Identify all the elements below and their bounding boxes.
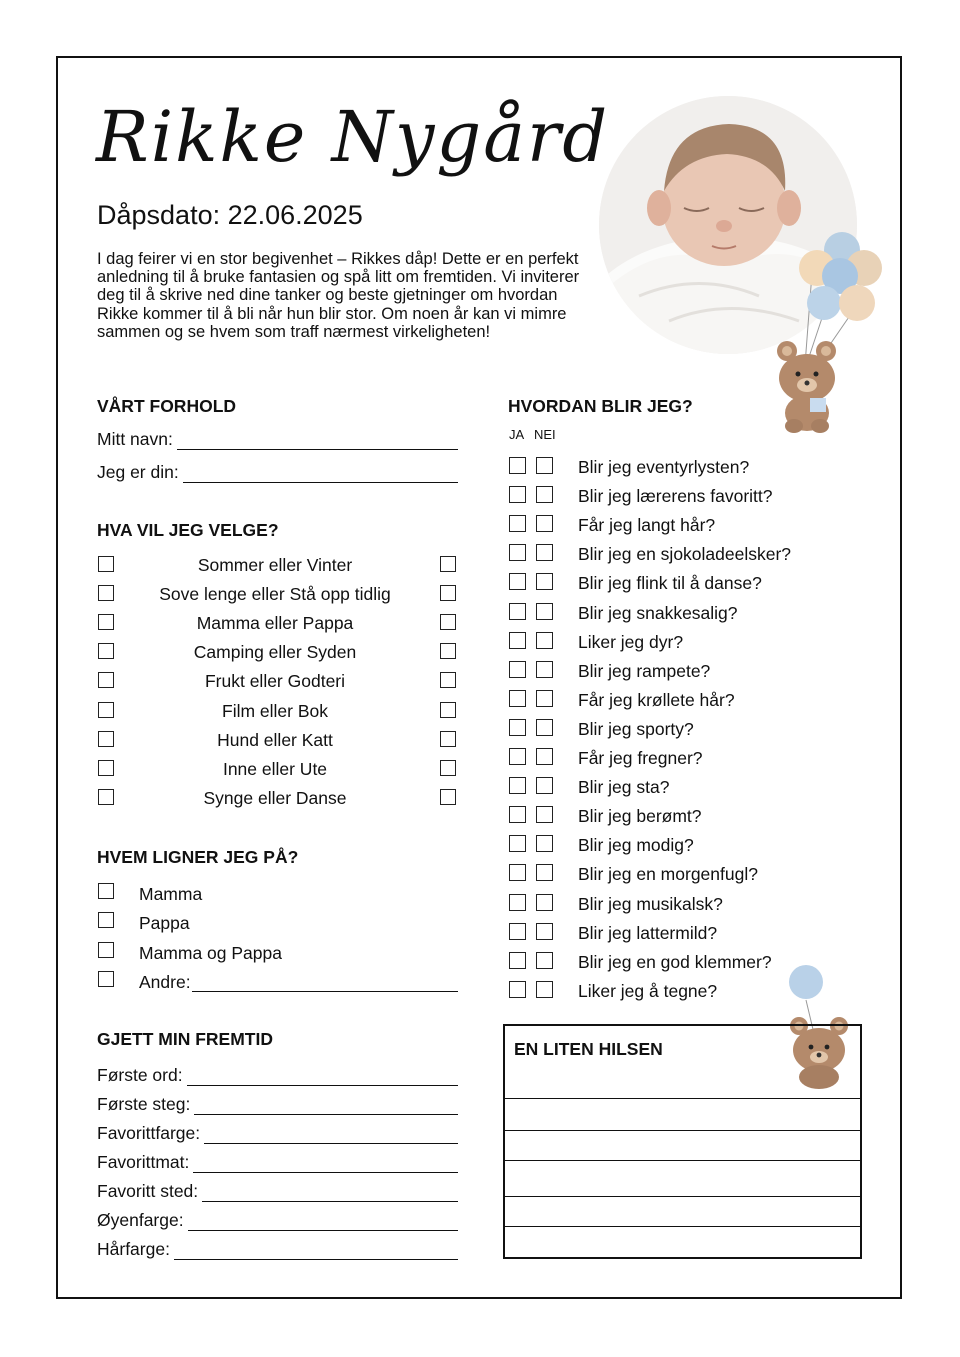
- future-guess-field[interactable]: [97, 1091, 458, 1115]
- choice-left-checkbox[interactable]: [98, 760, 114, 776]
- section-heading-ligner: HVEM LIGNER JEG PÅ?: [97, 847, 299, 867]
- field-label: Første ord:: [97, 1065, 183, 1085]
- resemblance-option-label: Andre:: [139, 972, 191, 992]
- question-label: Blir jeg en god klemmer?: [578, 952, 772, 972]
- nei-checkbox[interactable]: [536, 690, 553, 707]
- ja-checkbox[interactable]: [509, 748, 526, 765]
- future-guess-field[interactable]: [97, 1120, 458, 1144]
- field-jeg-er-din[interactable]: [97, 459, 458, 483]
- nei-checkbox[interactable]: [536, 515, 553, 532]
- ja-checkbox[interactable]: [509, 806, 526, 823]
- choice-label: Mamma eller Pappa: [196, 613, 354, 633]
- section-heading-velge: HVA VIL JEG VELGE?: [97, 520, 279, 540]
- choice-label: Inne eller Ute: [222, 759, 328, 779]
- nei-checkbox[interactable]: [536, 981, 553, 998]
- future-guess-field[interactable]: [97, 1207, 458, 1231]
- future-guess-field[interactable]: [97, 1062, 458, 1086]
- ja-checkbox[interactable]: [509, 835, 526, 852]
- question-label: Får jeg fregner?: [578, 748, 703, 768]
- future-guess-field[interactable]: [97, 1149, 458, 1173]
- nei-checkbox[interactable]: [536, 632, 553, 649]
- intro-paragraph: I dag feirer vi en stor begivenhet – Rikkes dåp! Dette er en perfekt anledning til å bruke fantasien og spå litt om fremtiden. Vi inviterer deg til å skrive ned dine tanker og beste gjetninger om hvordan Rikke kommer til å bli når hun blir stor. Om noen år kan vi mimre sammen og se hvem som traff nærmest virkeligheten!: [97, 250, 580, 341]
- ja-checkbox[interactable]: [509, 894, 526, 911]
- nei-checkbox[interactable]: [536, 923, 553, 940]
- field-label: Første steg:: [97, 1094, 191, 1114]
- resemblance-checkbox[interactable]: [98, 912, 114, 928]
- question-label: Får jeg krøllete hår?: [578, 690, 735, 710]
- ja-checkbox[interactable]: [509, 632, 526, 649]
- ja-checkbox[interactable]: [509, 864, 526, 881]
- choice-right-checkbox[interactable]: [440, 585, 456, 601]
- field-label: Favorittmat:: [97, 1152, 190, 1172]
- nei-checkbox[interactable]: [536, 719, 553, 736]
- nei-checkbox[interactable]: [536, 544, 553, 561]
- nei-checkbox[interactable]: [536, 486, 553, 503]
- resemblance-checkbox[interactable]: [98, 942, 114, 958]
- write-line[interactable]: [187, 1067, 458, 1086]
- write-line[interactable]: [193, 1154, 458, 1173]
- ja-checkbox[interactable]: [509, 690, 526, 707]
- choice-left-checkbox[interactable]: [98, 556, 114, 572]
- nei-checkbox[interactable]: [536, 661, 553, 678]
- nei-checkbox[interactable]: [536, 835, 553, 852]
- ja-checkbox[interactable]: [509, 981, 526, 998]
- nei-checkbox[interactable]: [536, 573, 553, 590]
- write-line[interactable]: [202, 1183, 458, 1202]
- nei-column-label: NEI: [534, 427, 556, 442]
- greeting-line[interactable]: [505, 1160, 860, 1161]
- ja-checkbox[interactable]: [509, 719, 526, 736]
- question-label: Blir jeg flink til å danse?: [578, 573, 762, 593]
- question-label: Liker jeg dyr?: [578, 632, 684, 652]
- choice-right-checkbox[interactable]: [440, 672, 456, 688]
- future-guess-field[interactable]: [97, 1236, 458, 1260]
- write-line[interactable]: [188, 1212, 458, 1231]
- section-heading-blir: HVORDAN BLIR JEG?: [508, 396, 693, 416]
- choice-right-checkbox[interactable]: [440, 760, 456, 776]
- write-line[interactable]: [183, 464, 458, 483]
- resemblance-option-label: Mamma: [139, 884, 203, 904]
- choice-right-checkbox[interactable]: [440, 614, 456, 630]
- choice-label: Sommer eller Vinter: [197, 555, 353, 575]
- teddy-bear-balloons-illustration: [752, 228, 892, 438]
- ja-checkbox[interactable]: [509, 457, 526, 474]
- field-label: Øyenfarge:: [97, 1210, 184, 1230]
- choice-right-checkbox[interactable]: [440, 789, 456, 805]
- question-label: Blir jeg berømt?: [578, 806, 702, 826]
- baptism-date: Dåpsdato: 22.06.2025: [97, 200, 363, 230]
- question-label: Blir jeg modig?: [578, 835, 694, 855]
- ja-checkbox[interactable]: [509, 603, 526, 620]
- field-label: Favorittfarge:: [97, 1123, 201, 1143]
- greeting-line[interactable]: [505, 1196, 860, 1197]
- question-label: Blir jeg sta?: [578, 777, 670, 797]
- ja-checkbox[interactable]: [509, 923, 526, 940]
- question-label: Blir jeg en sjokoladeelsker?: [578, 544, 792, 564]
- write-line[interactable]: [194, 1096, 458, 1115]
- ja-checkbox[interactable]: [509, 544, 526, 561]
- field-label: Mitt navn:: [97, 429, 173, 449]
- choice-left-checkbox[interactable]: [98, 585, 114, 601]
- resemblance-option-label: Pappa: [139, 913, 190, 933]
- choice-right-checkbox[interactable]: [440, 643, 456, 659]
- resemblance-checkbox[interactable]: [98, 971, 114, 987]
- choice-label: Hund eller Katt: [217, 730, 333, 750]
- choice-right-checkbox[interactable]: [440, 702, 456, 718]
- resemblance-option-label: Mamma og Pappa: [139, 943, 282, 963]
- question-label: Blir jeg musikalsk?: [578, 894, 723, 914]
- question-label: Blir jeg eventyrlysten?: [578, 457, 750, 477]
- choice-left-checkbox[interactable]: [98, 614, 114, 630]
- ja-checkbox[interactable]: [509, 952, 526, 969]
- choice-left-checkbox[interactable]: [98, 731, 114, 747]
- nei-checkbox[interactable]: [536, 748, 553, 765]
- greeting-line[interactable]: [505, 1098, 860, 1099]
- section-heading-forhold: VÅRT FORHOLD: [97, 396, 237, 416]
- choice-left-checkbox[interactable]: [98, 672, 114, 688]
- greeting-line[interactable]: [505, 1130, 860, 1131]
- question-label: Liker jeg å tegne?: [578, 981, 718, 1001]
- choice-label: Sove lenge eller Stå opp tidlig: [159, 584, 391, 604]
- nei-checkbox[interactable]: [536, 603, 553, 620]
- field-mitt-navn[interactable]: [97, 426, 458, 450]
- ja-column-label: JA: [509, 427, 525, 442]
- choice-label: Camping eller Syden: [193, 642, 357, 662]
- nei-checkbox[interactable]: [536, 806, 553, 823]
- resemblance-checkbox[interactable]: [98, 883, 114, 899]
- write-line[interactable]: [177, 431, 458, 450]
- nei-checkbox[interactable]: [536, 777, 553, 794]
- nei-checkbox[interactable]: [536, 894, 553, 911]
- ja-checkbox[interactable]: [509, 777, 526, 794]
- field-label: Hårfarge:: [97, 1239, 170, 1259]
- nei-checkbox[interactable]: [536, 864, 553, 881]
- greeting-line[interactable]: [505, 1226, 860, 1227]
- write-line[interactable]: [192, 991, 458, 992]
- ja-checkbox[interactable]: [509, 486, 526, 503]
- ja-checkbox[interactable]: [509, 573, 526, 590]
- question-label: Blir jeg rampete?: [578, 661, 711, 681]
- ja-checkbox[interactable]: [509, 515, 526, 532]
- question-label: Blir jeg sporty?: [578, 719, 694, 739]
- choice-left-checkbox[interactable]: [98, 702, 114, 718]
- future-guess-field[interactable]: [97, 1178, 458, 1202]
- choice-right-checkbox[interactable]: [440, 731, 456, 747]
- choice-right-checkbox[interactable]: [440, 556, 456, 572]
- write-line[interactable]: [204, 1125, 458, 1144]
- choice-left-checkbox[interactable]: [98, 643, 114, 659]
- ja-checkbox[interactable]: [509, 661, 526, 678]
- choice-label: Frukt eller Godteri: [204, 671, 346, 691]
- question-label: Blir jeg en morgenfugl?: [578, 864, 758, 884]
- field-label: Favoritt sted:: [97, 1181, 199, 1201]
- field-label: Jeg er din:: [97, 462, 179, 482]
- greeting-box[interactable]: [503, 1024, 862, 1259]
- baby-name-title: Rikke Nygård: [96, 96, 610, 178]
- nei-checkbox[interactable]: [536, 952, 553, 969]
- question-label: Får jeg langt hår?: [578, 515, 716, 535]
- choice-label: Film eller Bok: [222, 701, 328, 721]
- choice-left-checkbox[interactable]: [98, 789, 114, 805]
- question-label: Blir jeg lærerens favoritt?: [578, 486, 773, 506]
- write-line[interactable]: [174, 1241, 458, 1260]
- nei-checkbox[interactable]: [536, 457, 553, 474]
- question-label: Blir jeg lattermild?: [578, 923, 718, 943]
- choice-label: Synge eller Danse: [203, 788, 347, 808]
- section-heading-hilsen: EN LITEN HILSEN: [514, 1039, 663, 1059]
- section-heading-fremtid: GJETT MIN FREMTID: [97, 1029, 273, 1049]
- question-label: Blir jeg snakkesalig?: [578, 603, 738, 623]
